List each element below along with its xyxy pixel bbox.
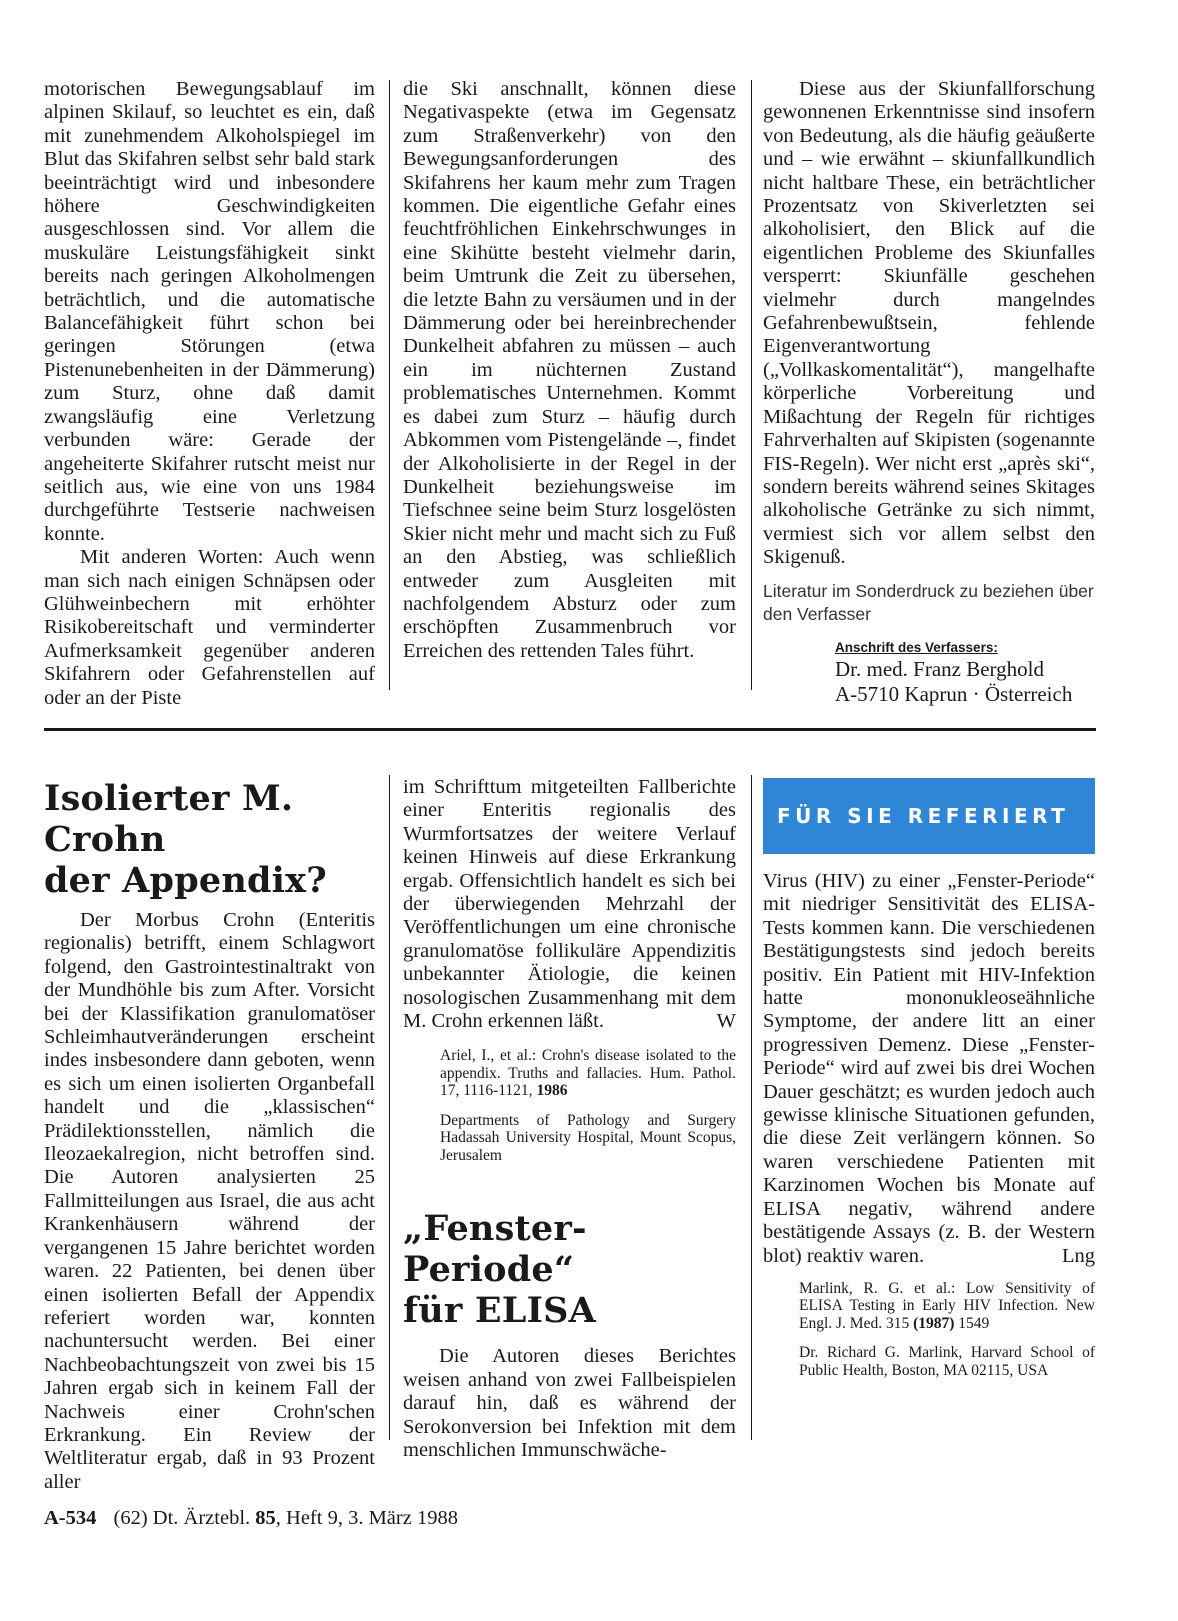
title-line: für ELISA (403, 1290, 597, 1332)
author-initial: Lng (1061, 1244, 1095, 1267)
article-elisa-column-3 (763, 870, 1095, 1379)
article-title (403, 1208, 736, 1331)
address-line: A-5710 Kaprun · Österreich (835, 681, 1073, 706)
top-column-3 (763, 78, 1095, 707)
title-line: Isolierter M. Crohn (44, 778, 294, 860)
author-address (835, 640, 1095, 707)
article-body (403, 1345, 736, 1462)
section-divider (44, 728, 1096, 731)
column-divider (389, 775, 390, 1440)
top-column-2 (403, 78, 736, 663)
top-column-3-text (763, 78, 1095, 570)
paragraph: motorischen Bewegungsablauf im alpinen Skilauf, so leuchtet es ein, daß mit zunehmendem Alkoholspiegel im Blut das Skifahren selbst sehr bald stark beeinträchtigt wird und inbesondere höhere Geschwindigkeiten ausgeschlossen sind. Vor allem die muskuläre Leistungsfähigkeit sinkt bereits nach geringen Alkoholmengen beträchtlich, und die automatische Balancefähigkeit führt schon bei geringen Störungen (etwa Pistenunebenheiten in der Dämmerung) zum Sturz, ohne daß damit zwangsläufig eine Verletzung verbunden wäre: Gerade der angeheiterte Skifahrer rutscht meist nur seitlich aus, wie eine von uns 1984 durchgeführte Testserie nachweisen konnte. (44, 78, 375, 545)
page-number: A-534 (44, 1507, 97, 1529)
column-divider (389, 80, 390, 690)
author-initial: W (716, 1010, 736, 1033)
column-divider (751, 775, 752, 1440)
section-banner: FÜR SIE REFERIERT (763, 778, 1095, 854)
reference-block (799, 1280, 1095, 1380)
article-crohn-column-2 (403, 776, 736, 1463)
top-column-1 (44, 78, 375, 710)
issue-date: , Heft 9, 3. März 1988 (275, 1507, 458, 1529)
article-title (44, 778, 375, 901)
citation: Marlink, R. G. et al.: Low Sensitivity of ELISA Testing in Early HIV Infection. New Engl. J. Med. 315 (1987) 1549 (799, 1279, 1095, 1332)
title-line: „Fenster-Periode“ (403, 1208, 587, 1291)
column-divider (751, 80, 752, 690)
page-footer (44, 1507, 458, 1530)
article-body (763, 870, 1095, 1268)
article-crohn-column-1 (44, 778, 375, 1494)
paragraph: die Ski anschnallt, können diese Negativaspekte (etwa im Gegensatz zum Straßenverkehr) von den Bewegungsanforderungen des Skifahrens her kaum mehr zum Tragen kommen. Die eigentliche Gefahr eines feuchtfröhlichen Einkehrschwunges in eine Skihütte besteht vielmehr darin, beim Umtrunk die Zeit zu übersehen, die letzte Bahn zu versäumen und in der Dämmerung oder bei hereinbrechender Dunkelheit abfahren zu müssen – auch ein im nüchternen Zustand problematisches Unternehmen. Kommt es dabei zum Sturz – häufig durch Abkommen vom Pistengelände –, findet der Alkoholisierte in der Regel in der Dunkelheit beziehungsweise im Tiefschnee seine beim Sturz losgelösten Skier nicht mehr und macht sich zu Fuß an den Abstieg, was schließlich entweder zum Ausgleiten mit nachfolgendem Absturz oder zum erschöpften Zusammenbruch vor Erreichen des rettenden Tales führt. (403, 78, 736, 662)
title-line: der Appendix? (44, 860, 327, 901)
literature-note: Literatur im Sonderdruck zu beziehen über den Verfasser (763, 580, 1094, 624)
paragraph: im Schrifttum mitgeteilten Fallberichte einer Enteritis regionalis des Wurmfortsatzes der weitere Verlauf keinen Hinweis auf diese Erkrankung ergab. Offensichtlich handelt es sich bei der überwiegenden Mehrzahl der Veröffentlichungen um eine chronische granulomatöse follikuläre Appendizitis unbekannter Ätiologie, die keinen nosologischen Zusammenhang mit dem M. Crohn erkennen läßt. (403, 776, 736, 1033)
paragraph: Der Morbus Crohn (Enteritis regionalis) betrifft, einem Schlagwort folgend, den Gastrointestinaltrakt von der Mundhöhle bis zum After. Vorsicht bei der Klassifikation granulomatöser Schleimhautveränderungen erscheint indes insbesondere dann geboten, wenn es sich um einen isolierten Organbefall handelt und die „klassischen“ Prädilektionsstellen, nämlich die Ileozaekalregion, nicht betroffen sind. Die Autoren analysierten 25 Fallmitteilungen aus Israel, die aus acht Krankenhäusern während der vergangenen 15 Jahre berichtet worden waren. 22 Patienten, bei denen über einen isolierten Befall der Appendix referiert worden war, konnten nachuntersucht werden. Bei einer Nachbeobachtungszeit von zwei bis 15 Jahren ergab sich in keinem Fall der Nachweis einer Crohn'schen Erkrankung. Ein Review der Weltliteratur ergab, daß in 93 Prozent aller (44, 909, 375, 1493)
affiliation: Departments of Pathology and Surgery Hadassah University Hospital, Mount Scopus, Jerusalem (440, 1111, 736, 1164)
article-body (403, 776, 736, 1033)
journal-ref: (62) Dt. Ärztebl. (113, 1507, 251, 1529)
paragraph: Virus (HIV) zu einer „Fenster-Periode“ mit niedriger Sensitivität des ELISA-Tests kommen kann. Die verschiedenen Bestätigungstests sind jedoch bereits positiv. Ein Patient mit HIV-Infektion hatte mononukleoseähnliche Symptome, der andere litt an einer progressiven Demenz. Diese „Fenster-Periode“ wird auf zwei bis drei Wochen Dauer geschätzt; es wurden jedoch auch gewisse klinische Situationen gefunden, die diese Zeit verlängern können. So waren verschiedene Patienten mit Karzinomen Wochen bis Monate auf ELISA negativ, während andere bestätigende Assays (z. B. der Western blot) reaktiv waren. (763, 870, 1095, 1267)
paragraph: Mit anderen Worten: Auch wenn man sich nach einigen Schnäpsen oder Glühweinbechern mit erhöhter Risikobereitschaft und verminderter Aufmerksamkeit gegenüber anderen Skifahrern oder Gefahrenstellen auf oder an der Piste (44, 546, 375, 709)
article-body (44, 909, 375, 1494)
address-line: Dr. med. Franz Berghold (835, 656, 1044, 681)
reference-block (440, 1047, 736, 1164)
paragraph: Die Autoren dieses Berichtes weisen anhand von zwei Fallbeispielen darauf hin, daß es während der Serokonversion bei Infektion mit dem menschlichen Immunschwäche- (403, 1345, 736, 1462)
affiliation: Dr. Richard G. Marlink, Harvard School of Public Health, Boston, MA 02115, USA (799, 1344, 1095, 1379)
volume-number: 85 (255, 1507, 276, 1529)
paragraph: Diese aus der Skiunfallforschung gewonnenen Erkenntnisse sind insofern von Bedeutung, als die häufig geäußerte und – wie erwähnt – skiunfallkundlich nicht haltbare These, ein beträchtlicher Prozentsatz von Skiverletzten sei alkoholisiert, den Blick auf die eigentlichen Probleme des Skiunfalles versperrt: Skiunfälle geschehen vielmehr durch mangelndes Gefahrenbewußtsein, fehlende Eigenverantwortung („Vollkaskomentalität“), mangelhafte körperliche Vorbereitung und Mißachtung der Regeln für richtiges Fahrverhalten auf Skipisten (sogenannte FIS-Regeln). Wer nicht erst „après ski“, sondern bereits während seines Skitages alkoholische Getränke zu sich nimmt, vermiest sich vor allem selbst den Skigenuß. (763, 78, 1095, 569)
citation: Ariel, I., et al.: Crohn's disease isolated to the appendix. Truths and fallacies. Hum. Pathol. 17, 1116-1121, 1986 (440, 1047, 736, 1100)
address-label: Anschrift des Verfassers: (835, 639, 998, 655)
